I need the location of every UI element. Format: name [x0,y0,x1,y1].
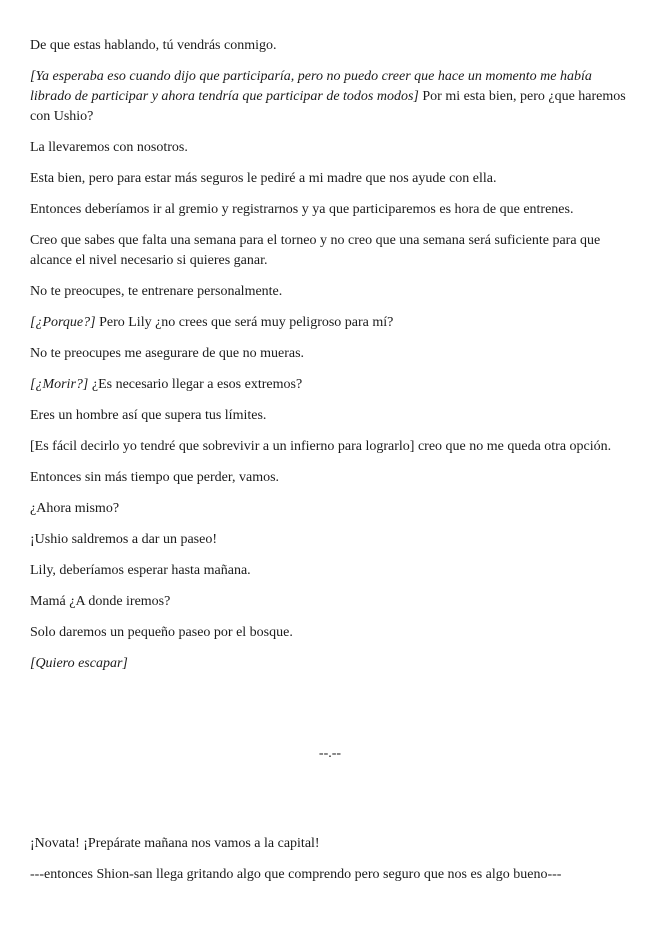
paragraph [30,834,630,854]
text-run: Entonces sin más tiempo que perder, vamos. [30,470,280,485]
paragraph [30,169,630,189]
paragraph [30,282,630,302]
paragraph [30,499,630,519]
text-run: [Es fácil decirlo yo tendré que sobrevivir a un infierno para lograrlo] creo que no me queda otra opción. [30,439,612,454]
paragraph [30,406,630,426]
text-run: ¡Ushio saldremos a dar un paseo! [30,532,218,547]
document-page [30,36,630,896]
text-run: ¡Novata! ¡Prepárate mañana nos vamos a la capital! [30,836,320,851]
paragraph [30,344,630,364]
text-run: Lily, deberíamos esperar hasta mañana. [30,563,251,578]
paragraph [30,231,630,271]
text-run: Mamá ¿A donde iremos? [30,594,171,609]
text-block-after-separator [30,834,630,885]
italic-text: [¿Porque?] [30,315,96,330]
paragraph [30,592,630,612]
paragraph [30,561,630,581]
paragraph [30,468,630,488]
text-run: De que estas hablando, tú vendrás conmigo. [30,38,277,53]
italic-text: [¿Morir?] [30,377,89,392]
text-block-main [30,36,630,674]
italic-text: [Quiero escapar] [30,656,128,671]
text-run: Pero Lily ¿no crees que será muy peligroso para mí? [95,315,394,330]
text-run: La llevaremos con nosotros. [30,140,188,155]
paragraph [30,865,630,885]
text-run: ¿Es necesario llegar a esos extremos? [88,377,303,392]
paragraph [30,200,630,220]
text-run: Eres un hombre así que supera tus límites. [30,408,267,423]
text-run: Esta bien, pero para estar más seguros le pediré a mi madre que nos ayude con ella. [30,171,497,186]
paragraph [30,375,630,395]
text-run: ¿Ahora mismo? [30,501,120,516]
text-run: Entonces deberíamos ir al gremio y registrarnos y ya que participaremos es hora de que entrenes. [30,202,574,217]
paragraph [30,313,630,333]
section-separator: --.-- [318,746,342,761]
paragraph [30,623,630,643]
paragraph [30,36,630,56]
text-run: No te preocupes me asegurare de que no mueras. [30,346,305,361]
text-run: Por mi esta bien, pero ¿que haremos con Ushio? [30,89,626,124]
paragraph [30,654,630,674]
paragraph [30,437,630,457]
text-run: Creo que sabes que falta una semana para el torneo y no creo que una semana será suficiente para que alcance el nivel necesario si quieres ganar. [30,233,601,268]
text-run: ---entonces Shion-san llega gritando algo que comprendo pero seguro que nos es algo bueno--- [30,867,562,882]
paragraph [30,530,630,550]
paragraph [30,67,630,127]
italic-text: [Ya esperaba eso cuando dijo que participaría, pero no puedo creer que hace un momento me había librado de participar y ahora tendría que participar de todos modos] [30,69,592,104]
paragraph [30,138,630,158]
text-run: Solo daremos un pequeño paseo por el bosque. [30,625,293,640]
text-run: No te preocupes, te entrenare personalmente. [30,284,283,299]
